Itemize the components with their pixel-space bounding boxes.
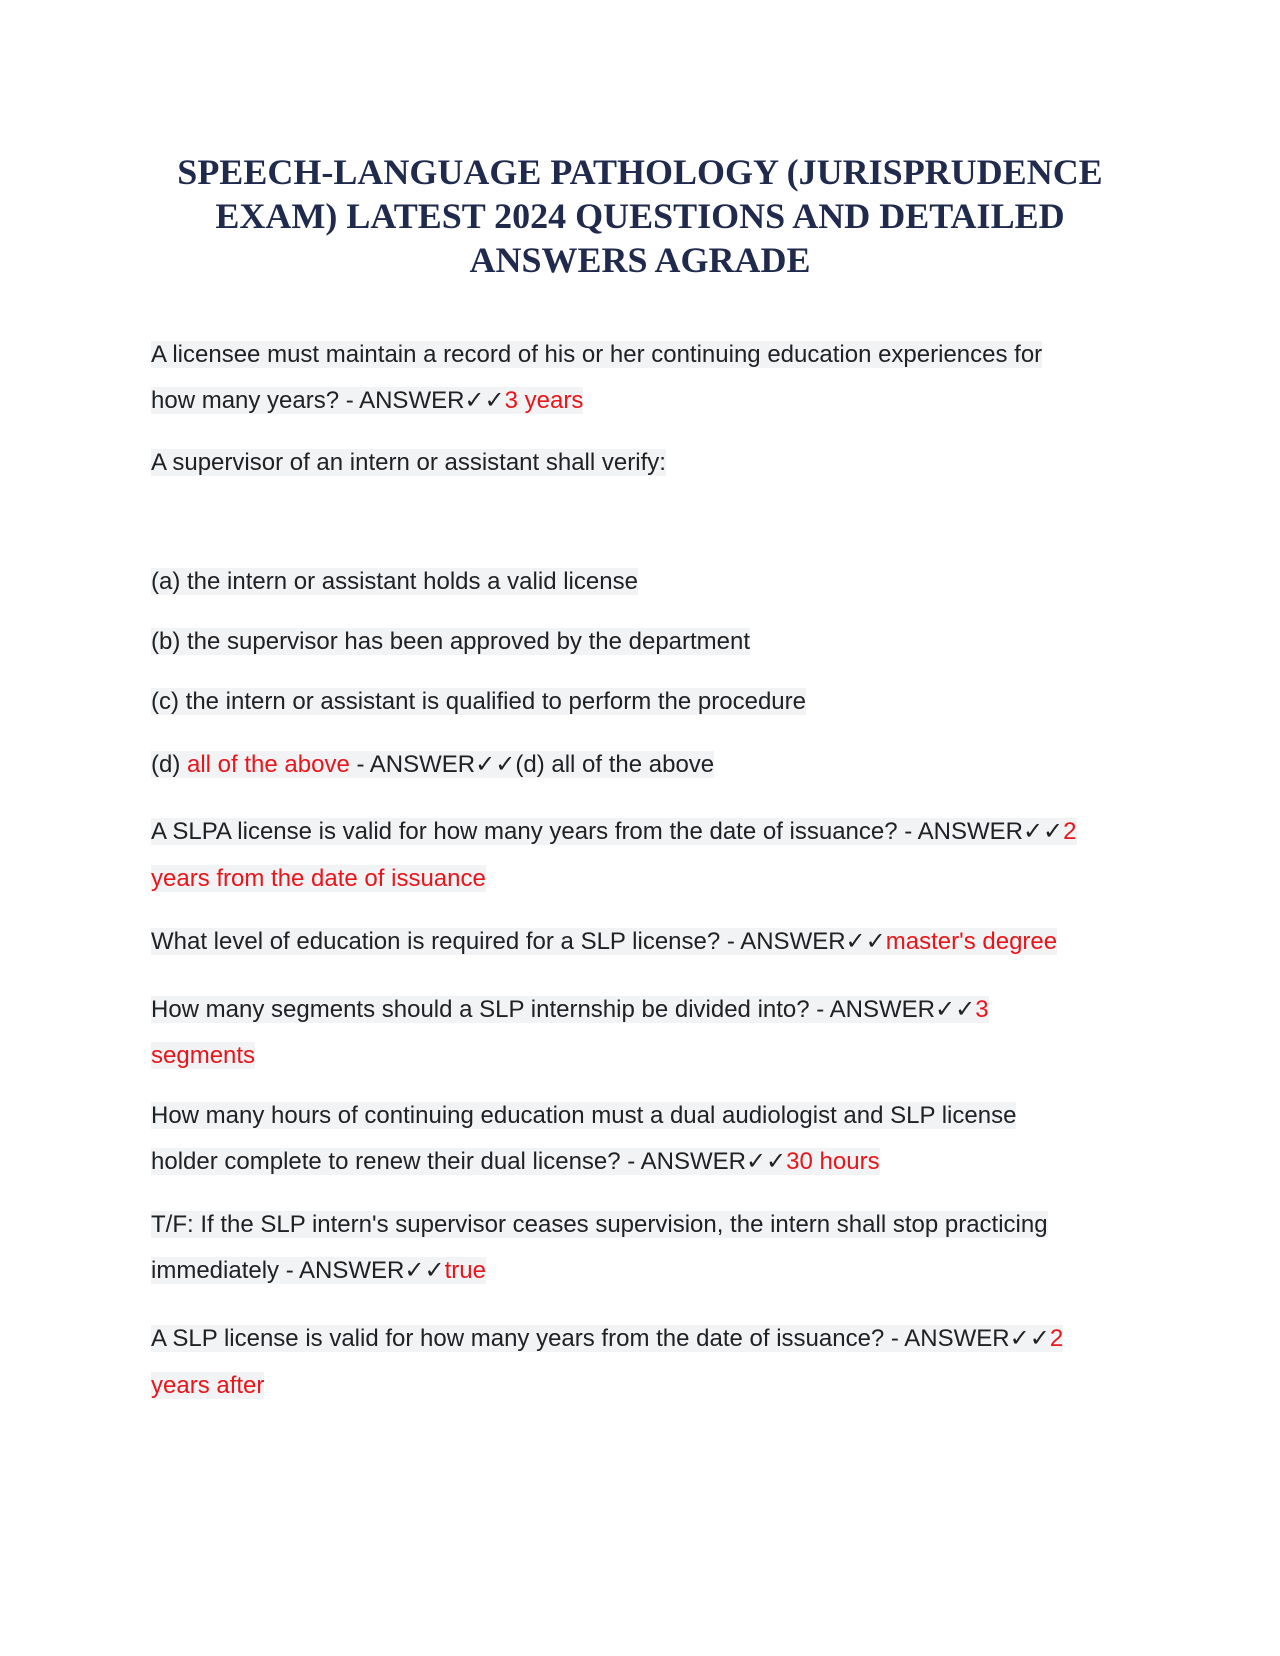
question-text: - ANSWER✓✓(d) all of the above <box>349 751 715 778</box>
title-line-2: EXAM) LATEST 2024 QUESTIONS AND DETAILED <box>215 196 1065 236</box>
document-title <box>120 150 1160 282</box>
question-text: A licensee must maintain a record of his or her continuing education experiences for <box>151 341 1043 368</box>
option-prefix: (d) <box>151 751 187 778</box>
answer-text: 2 <box>1063 818 1077 845</box>
question-text: how many years? - ANSWER✓✓ <box>151 387 505 414</box>
qa-7-line-2 <box>151 1254 486 1288</box>
qa-2-option-a <box>151 565 638 599</box>
question-text: T/F: If the SLP intern's supervisor ceases supervision, the intern shall stop practicing <box>151 1211 1048 1238</box>
option-text: (a) the intern or assistant holds a valid license <box>151 568 638 595</box>
option-text: (c) the intern or assistant is qualified to perform the procedure <box>151 688 806 715</box>
answer-text: all of the above <box>187 751 350 778</box>
question-text: How many segments should a SLP internship be divided into? - ANSWER✓✓ <box>151 996 976 1023</box>
qa-7-line-1 <box>151 1208 1048 1242</box>
option-text: (b) the supervisor has been approved by the department <box>151 628 751 655</box>
answer-text: 2 <box>1049 1325 1064 1352</box>
qa-5-line-1 <box>151 993 989 1027</box>
question-text: holder complete to renew their dual license? - ANSWER✓✓ <box>151 1148 787 1175</box>
answer-text: master's degree <box>885 928 1058 955</box>
question-text: How many hours of continuing education must a dual audiologist and SLP license <box>151 1102 1017 1129</box>
qa-6-line-2 <box>151 1145 880 1179</box>
qa-8-line-1 <box>151 1322 1063 1356</box>
qa-1-line-1 <box>151 338 1042 372</box>
answer-text: 3 <box>975 996 989 1023</box>
qa-3-line-2 <box>151 862 486 896</box>
qa-8-line-2 <box>151 1369 264 1403</box>
qa-5-line-2 <box>151 1039 255 1073</box>
question-text: What level of education is required for a SLP license? - ANSWER✓✓ <box>151 928 886 955</box>
question-text: immediately - ANSWER✓✓ <box>151 1257 445 1284</box>
qa-1-line-2 <box>151 384 583 418</box>
qa-2-option-c <box>151 685 806 719</box>
qa-6-line-1 <box>151 1099 1016 1133</box>
title-line-1: SPEECH-LANGUAGE PATHOLOGY (JURISPRUDENCE <box>177 152 1103 192</box>
question-text: A SLPA license is valid for how many years from the date of issuance? - ANSWER✓✓ <box>151 818 1064 845</box>
qa-4-line-1 <box>151 925 1057 959</box>
question-text: A SLP license is valid for how many years from the date of issuance? - ANSWER✓✓ <box>151 1325 1050 1352</box>
question-text: A supervisor of an intern or assistant shall verify: <box>151 449 666 476</box>
qa-2-option-b <box>151 625 750 659</box>
answer-text: segments <box>151 1042 256 1069</box>
answer-text: 30 hours <box>786 1148 880 1175</box>
answer-text: true <box>444 1257 486 1284</box>
answer-text: years from the date of issuance <box>151 865 486 892</box>
qa-2-option-d <box>151 748 714 782</box>
answer-text: years after <box>151 1372 265 1399</box>
title-line-3: ANSWERS AGRADE <box>469 240 811 280</box>
qa-3-line-1 <box>151 815 1077 849</box>
qa-2-intro <box>151 446 666 480</box>
answer-text: 3 years <box>504 387 584 414</box>
